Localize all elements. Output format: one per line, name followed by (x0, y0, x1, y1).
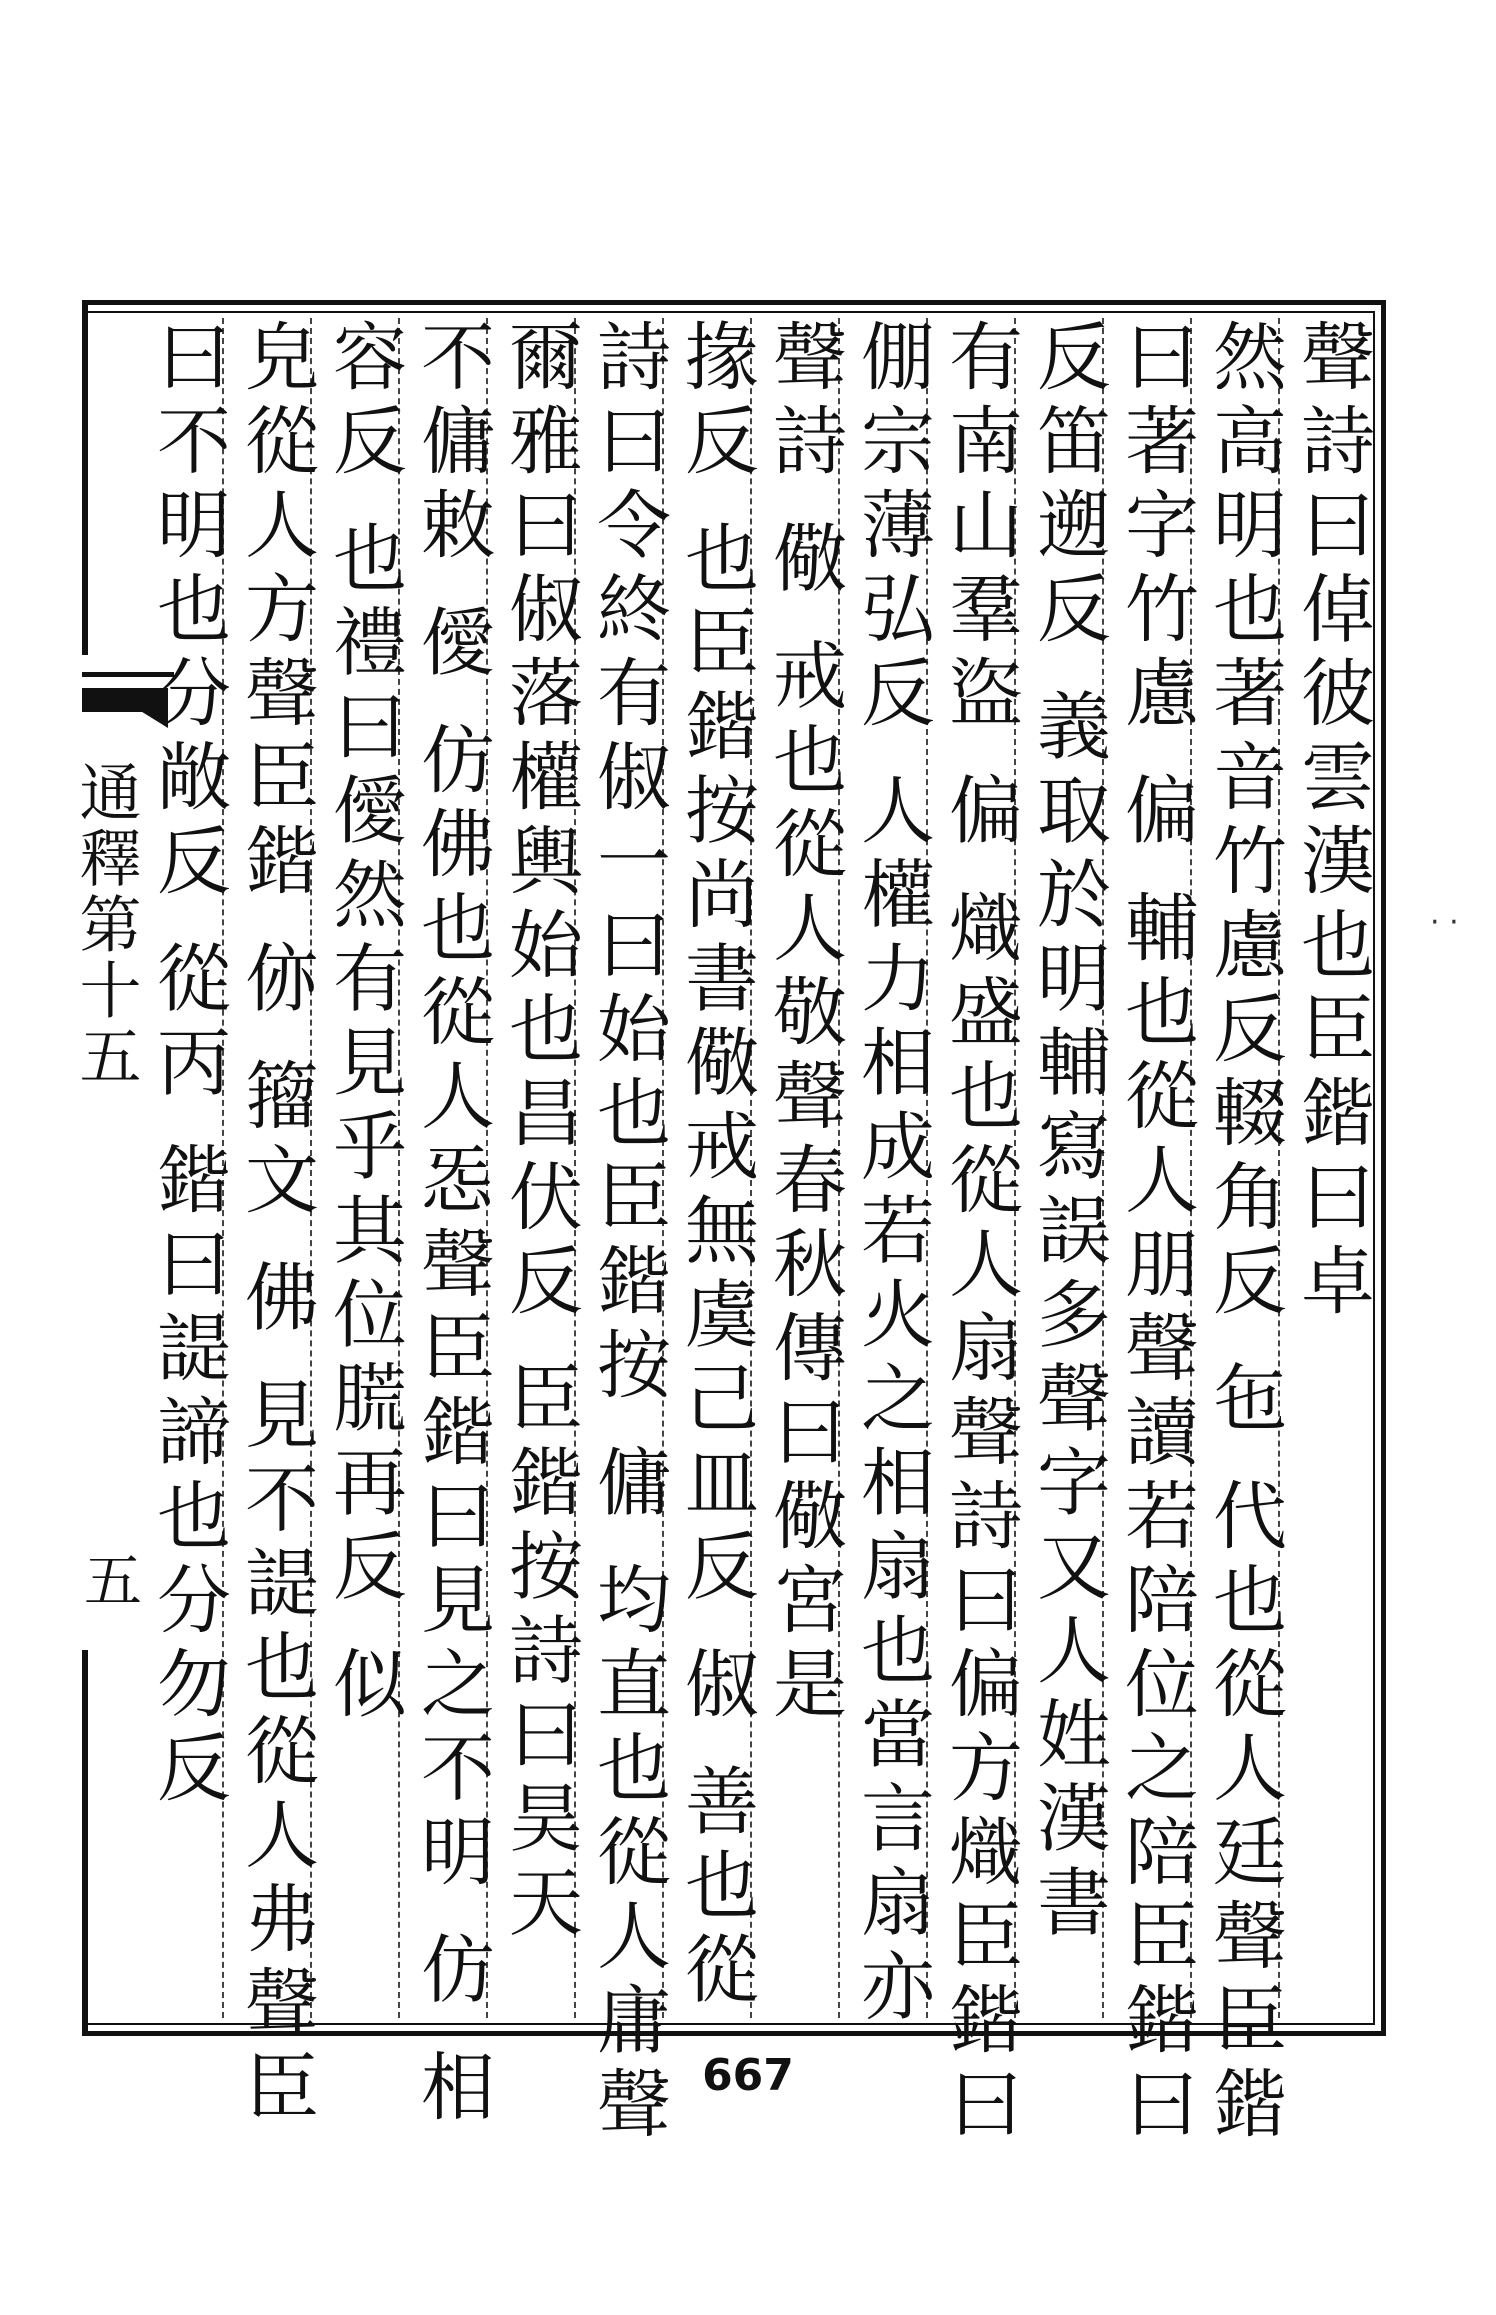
text-column: 然高明也著音竹慮反輟角反 㐌 代也從人廷聲臣鍇 (1201, 318, 1287, 2150)
text-column: 不傭敕 僾 仿佛也從人㤅聲臣鍇曰見之不明 仿 相 (409, 318, 495, 2133)
page-number: 667 (702, 2050, 794, 2101)
text-column: 聲詩 儆 戒也從人敬聲春秋傳曰儆宮是 (761, 318, 847, 1730)
text-column: 詩曰令終有俶一曰始也臣鍇按 傭 均直也從人庸聲 (585, 318, 671, 2150)
text-column: 倗宗薄弘反 人權力相成若火之相扇也當言扇亦 (849, 318, 935, 2032)
text-column: 聲詩曰倬彼雲漢也臣鍇曰卓 (1289, 318, 1375, 1326)
stray-mark: · · (1430, 905, 1459, 940)
text-column: 皃從人方聲臣鍇 㑊 籀文 佛 見不諟也從人弗聲臣 (233, 318, 319, 2133)
margin-rule-bottom (82, 1650, 88, 2036)
text-column: 曰不明也分敞反 從丙 鍇曰諟諦也分勿反 (145, 318, 231, 1814)
text-column: 容反 也禮曰僾然有見乎其位㬻再反 似 (321, 318, 407, 1730)
margin-leaf-number: 五 (74, 1550, 142, 1608)
text-column: 反笛遡反 義取於明輔寫誤多聲字又人姓漢書 (1025, 318, 1111, 1948)
margin-title: 通釋第十五 (69, 760, 142, 1090)
text-column: 曰著字竹慮 偏 輔也從人朋聲讀若陪位之陪臣鍇曰 (1113, 318, 1199, 2150)
text-column: 爾雅曰俶落權輿始也昌伏反 臣鍇按詩曰昊天 (497, 318, 583, 1948)
text-column: 掾反 也臣鍇按尚書儆戒無虞己皿反 俶 善也從 (673, 318, 759, 2015)
text-column: 有南山羣盜 偏 熾盛也從人扇聲詩曰偏方熾臣鍇曰 (937, 318, 1023, 2150)
margin-rule-top (82, 300, 88, 655)
